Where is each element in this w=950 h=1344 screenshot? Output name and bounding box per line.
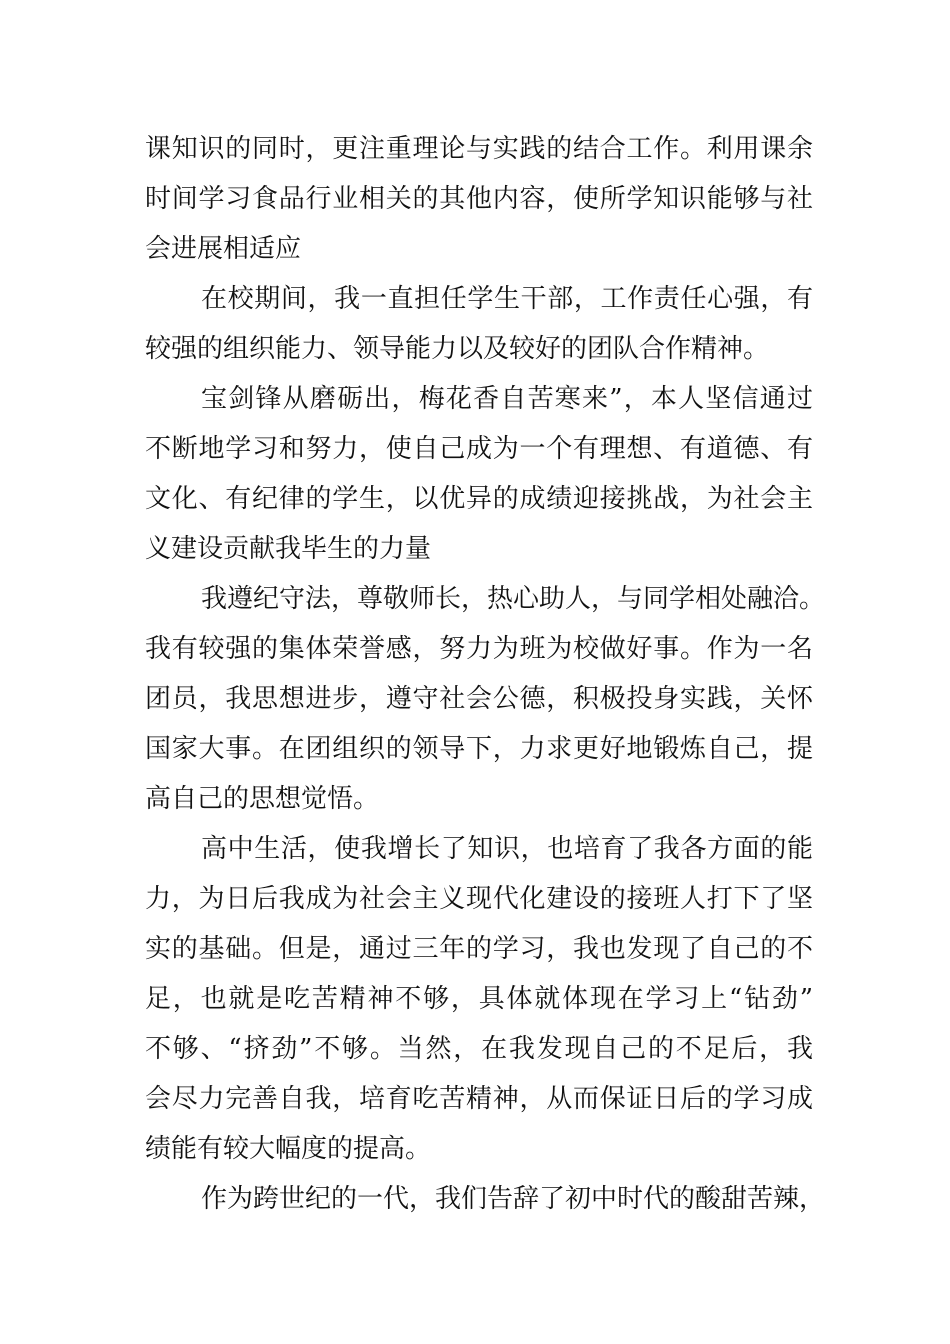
text-line: 会进展相适应 [145, 234, 302, 264]
text-line: 国家大事。在团组织的领导下，力求更好地锻炼自己，提 [145, 734, 813, 764]
paragraph-first-line: 在校期间，我一直担任学生干部，工作责任心强，有 [201, 284, 813, 314]
text-line: 实的基础。但是，通过三年的学习，我也发现了自己的不 [145, 934, 813, 964]
text-line: 不断地学习和努力，使自己成为一个有理想、有道德、有 [145, 434, 813, 464]
text-line: 团员，我思想进步，遵守社会公德，积极投身实践，关怀 [145, 684, 813, 714]
paragraph-first-line: 宝剑锋从磨砺出，梅花香自苦寒来”，本人坚信通过 [201, 384, 813, 414]
text-line: 力，为日后我成为社会主义现代化建设的接班人打下了坚 [145, 884, 813, 914]
text-line: 不够、“挤劲”不够。当然，在我发现自己的不足后，我 [145, 1034, 813, 1064]
text-line: 义建设贡献我毕生的力量 [145, 534, 432, 564]
text-line: 会尽力完善自我，培育吃苦精神，从而保证日后的学习成 [145, 1084, 813, 1114]
text-line: 较强的组织能力、领导能力以及较好的团队合作精神。 [145, 334, 770, 364]
text-line: 课知识的同时，更注重理论与实践的结合工作。利用课余 [145, 134, 813, 164]
paragraph-first-line: 高中生活，使我增长了知识，也培育了我各方面的能 [201, 834, 813, 864]
text-line: 文化、有纪律的学生，以优异的成绩迎接挑战，为社会主 [145, 484, 813, 514]
text-line: 高自己的思想觉悟。 [145, 784, 380, 814]
text-line: 我有较强的集体荣誉感，努力为班为校做好事。作为一名 [145, 634, 813, 664]
text-line: 时间学习食品行业相关的其他内容，使所学知识能够与社 [145, 184, 813, 214]
paragraph-first-line: 作为跨世纪的一代，我们告辞了初中时代的酸甜苦辣， [201, 1184, 826, 1214]
document-body [145, 124, 826, 1224]
paragraph-first-line: 我遵纪守法，尊敬师长，热心助人，与同学相处融洽。 [201, 584, 826, 614]
text-line: 足，也就是吃苦精神不够，具体就体现在学习上“钻劲” [145, 984, 813, 1014]
text-line: 绩能有较大幅度的提高。 [145, 1134, 432, 1164]
